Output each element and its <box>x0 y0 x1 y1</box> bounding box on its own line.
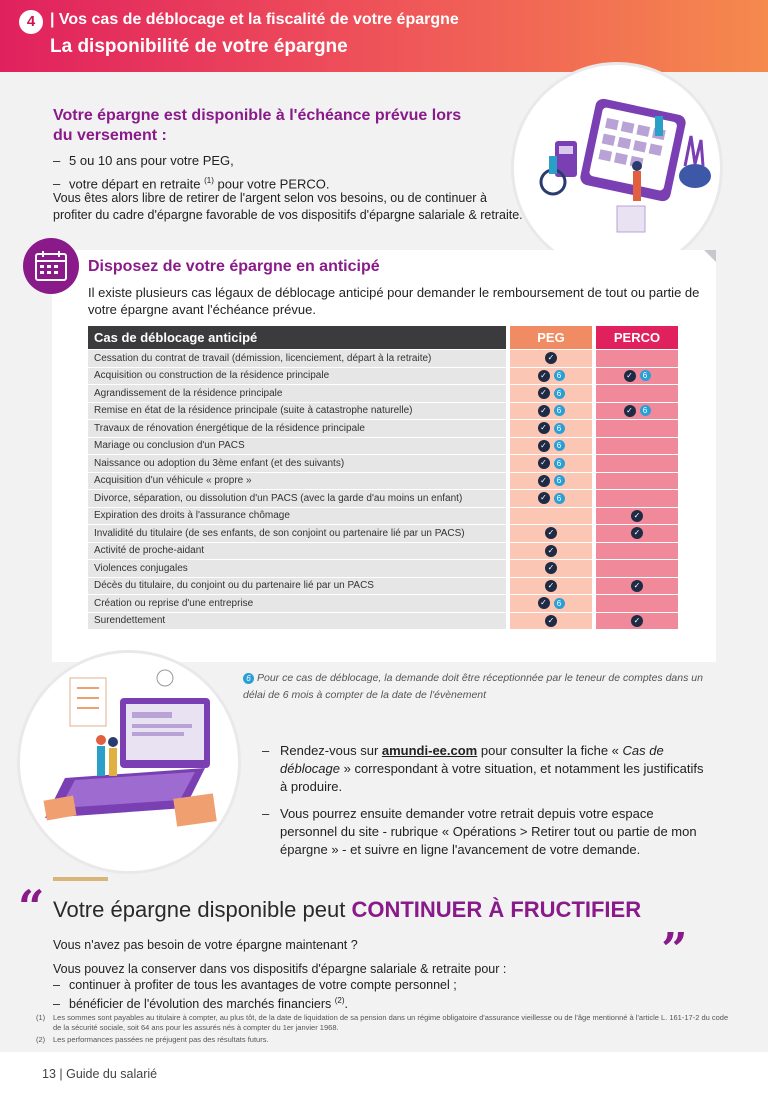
six-months-icon: 6 <box>640 405 651 416</box>
table-row <box>88 438 678 455</box>
case-label: Surendettement <box>88 613 506 630</box>
six-months-icon: 6 <box>554 405 565 416</box>
intro-list <box>53 151 513 194</box>
six-months-icon: 6 <box>554 493 565 504</box>
check-icon: ✓ <box>538 492 550 504</box>
step-consult-tail: » correspondant à votre situation, et notamment les justificatifs à produire. <box>280 761 704 794</box>
perco-cell <box>596 420 678 437</box>
table-row <box>88 490 678 507</box>
check-icon: ✓ <box>545 545 557 557</box>
check-icon: ✓ <box>631 580 643 592</box>
quote-heading <box>53 897 641 923</box>
perco-cell <box>596 578 678 595</box>
peg-cell <box>510 595 592 612</box>
check-icon: ✓ <box>545 527 557 539</box>
peg-cell <box>510 385 592 402</box>
perco-cell <box>596 490 678 507</box>
open-quote-mark: “ <box>18 880 45 934</box>
peg-cell <box>510 508 592 525</box>
case-label: Activité de proche-aidant <box>88 543 506 560</box>
computer-illustration <box>35 668 225 848</box>
case-label: Cessation du contrat de travail (démission, licenciement, départ à la retraite) <box>88 350 506 367</box>
check-icon: ✓ <box>538 457 550 469</box>
check-icon: ✓ <box>538 370 550 382</box>
peg-cell <box>510 543 592 560</box>
case-label: Expiration des droits à l'assurance chômage <box>88 508 506 525</box>
table-row <box>88 350 678 367</box>
perco-cell <box>596 368 678 385</box>
quote-list <box>53 977 457 1012</box>
six-months-icon: 6 <box>243 673 254 684</box>
calendar-illustration <box>535 96 715 246</box>
case-label: Remise en état de la résidence principale (suite à catastrophe naturelle) <box>88 403 506 420</box>
step-withdraw <box>262 805 707 859</box>
check-icon: ✓ <box>631 527 643 539</box>
quote-item-markets-text: bénéficier de l'évolution des marchés financiers <box>69 997 335 1012</box>
peg-cell <box>510 403 592 420</box>
release-cases-table <box>88 325 678 630</box>
table-row <box>88 368 678 385</box>
check-icon: ✓ <box>545 352 557 364</box>
case-label: Création ou reprise d'une entreprise <box>88 595 506 612</box>
case-label: Mariage ou conclusion d'un PACS <box>88 438 506 455</box>
six-months-icon: 6 <box>554 458 565 469</box>
card-paragraph: Il existe plusieurs cas légaux de déblocage anticipé pour demander le remboursement de tout ou partie de votre épargne avant l'échéance prévue. <box>88 285 700 317</box>
page-header <box>0 0 768 72</box>
peg-cell <box>510 420 592 437</box>
case-label: Naissance ou adoption du 3ème enfant (et des suivants) <box>88 455 506 472</box>
six-months-icon: 6 <box>554 388 565 399</box>
case-label: Travaux de rénovation énergétique de la résidence principale <box>88 420 506 437</box>
check-icon: ✓ <box>545 580 557 592</box>
case-label: Violences conjugales <box>88 560 506 577</box>
six-months-icon: 6 <box>554 475 565 486</box>
check-icon: ✓ <box>545 562 557 574</box>
perco-cell <box>596 403 678 420</box>
peg-cell <box>510 350 592 367</box>
case-label: Acquisition ou construction de la résidence principale <box>88 368 506 385</box>
section-title: | Vos cas de déblocage et la fiscalité de votre épargne <box>50 11 459 28</box>
footnote-1-text: Les sommes sont payables au titulaire à compter, au plus tôt, de la date de liquidation de sa pension dans un régime obligatoire d'assurance vieillesse ou de l'âge mentionné à l'article L. 161-17-2 du code de la sécurité sociale, soit 64 ans pour les assurés nés à compter du 1er janvier 1968. <box>53 1013 729 1032</box>
peg-cell <box>510 613 592 630</box>
check-icon: ✓ <box>538 597 550 609</box>
perco-cell <box>596 455 678 472</box>
quote-item-markets <box>53 993 457 1012</box>
next-steps-list <box>262 742 707 868</box>
peg-cell <box>510 560 592 577</box>
check-icon: ✓ <box>538 440 550 452</box>
check-icon: ✓ <box>624 370 636 382</box>
quote-heading-highlight: CONTINUER À FRUCTIFIER <box>351 897 642 922</box>
peg-cell <box>510 455 592 472</box>
amundi-link[interactable]: amundi-ee.com <box>381 743 478 758</box>
footnote-1 <box>36 1013 736 1033</box>
peg-cell <box>510 490 592 507</box>
perco-cell <box>596 438 678 455</box>
check-icon: ✓ <box>631 615 643 627</box>
quote-question: Vous n'avez pas besoin de votre épargne maintenant ? <box>53 938 358 952</box>
step-consult <box>262 742 707 796</box>
note-text: Pour ce cas de déblocage, la demande doit être réceptionnée par le teneur de comptes dans un délai de 6 mois à compter de la date de l'évènement <box>243 672 703 701</box>
check-icon: ✓ <box>631 510 643 522</box>
six-month-note <box>243 670 713 704</box>
step-consult-mid: pour consulter la fiche « <box>477 743 623 758</box>
step-withdraw-text: Vous pourrez ensuite demander votre retrait depuis votre espace personnel du site - rubrique « Opérations > Retirer tout ou partie de mon épargne » - et suivre en ligne l'avancement de votre demande. <box>280 806 697 857</box>
card-fold-corner <box>704 250 716 262</box>
table-row <box>88 613 678 630</box>
case-label: Invalidité du titulaire (de ses enfants, de son conjoint ou partenaire lié par un PACS) <box>88 525 506 542</box>
peg-cell <box>510 368 592 385</box>
intro-heading: Votre épargne est disponible à l'échéance prévue lors du versement : <box>53 107 462 144</box>
check-icon: ✓ <box>538 387 550 399</box>
intro-item-perco-text: votre départ en retraite <box>69 176 205 192</box>
table-row <box>88 578 678 595</box>
intro-item-perco-tail: pour votre PERCO. <box>213 176 330 192</box>
intro-item-peg <box>53 151 513 171</box>
table-row <box>88 508 678 525</box>
footnote-2-text: Les performances passées ne préjugent pas des résultats futurs. <box>53 1035 269 1044</box>
close-quote-mark: „ <box>662 896 689 950</box>
six-months-icon: 6 <box>640 370 651 381</box>
six-months-icon: 6 <box>554 598 565 609</box>
quote-accent-bar <box>53 877 108 881</box>
calendar-icon <box>23 238 79 294</box>
table-row <box>88 455 678 472</box>
footnote-ref-1: (1) <box>204 176 214 185</box>
case-label: Divorce, séparation, ou dissolution d'un PACS (avec la garde d'au moins un enfant) <box>88 490 506 507</box>
table-row <box>88 543 678 560</box>
perco-cell <box>596 525 678 542</box>
peg-cell <box>510 578 592 595</box>
table-row <box>88 420 678 437</box>
page-title: La disponibilité de votre épargne <box>50 36 348 57</box>
footnote-2 <box>36 1035 736 1045</box>
perco-cell <box>596 595 678 612</box>
six-months-icon: 6 <box>554 423 565 434</box>
check-icon: ✓ <box>624 405 636 417</box>
section-number-badge: 4 <box>19 10 43 34</box>
check-icon: ✓ <box>538 405 550 417</box>
perco-cell <box>596 613 678 630</box>
col-header-peg: PEG <box>510 326 592 349</box>
card-heading: Disposez de votre épargne en anticipé <box>88 258 380 275</box>
perco-cell <box>596 385 678 402</box>
perco-cell <box>596 350 678 367</box>
intro-item-peg-text: 5 ou 10 ans pour votre PEG, <box>69 153 234 168</box>
table-row <box>88 595 678 612</box>
check-icon: ✓ <box>538 475 550 487</box>
perco-cell <box>596 473 678 490</box>
col-header-case: Cas de déblocage anticipé <box>88 326 506 349</box>
footnote-2-number: (2) <box>36 1035 46 1044</box>
table-row <box>88 560 678 577</box>
perco-cell <box>596 560 678 577</box>
step-consult-doc-name: Cas de déblocage <box>280 743 664 776</box>
footnote-1-number: (1) <box>36 1013 46 1022</box>
six-months-icon: 6 <box>554 370 565 381</box>
check-icon: ✓ <box>545 615 557 627</box>
footnote-ref-2: (2) <box>334 996 345 1005</box>
table-body <box>88 350 678 629</box>
table-row <box>88 473 678 490</box>
table-row <box>88 525 678 542</box>
quote-heading-text: Votre épargne disponible peut <box>53 897 352 922</box>
perco-cell <box>596 543 678 560</box>
quote-item-advantages-text: continuer à profiter de tous les avantages de votre compte personnel ; <box>69 978 457 992</box>
table-row <box>88 403 678 420</box>
quote-intro: Vous pouvez la conserver dans vos dispositifs d'épargne salariale & retraite pour : <box>53 962 507 976</box>
case-label: Agrandissement de la résidence principale <box>88 385 506 402</box>
quote-item-advantages <box>53 977 457 993</box>
peg-cell <box>510 473 592 490</box>
intro-paragraph: Vous êtes alors libre de retirer de l'argent selon vos besoins, ou de continuer à profiter du cadre d'épargne favorable de vos dispositifs d'épargne salariale & retraite. <box>53 191 523 222</box>
six-months-icon: 6 <box>554 440 565 451</box>
table-header-row <box>88 326 678 349</box>
check-icon: ✓ <box>538 422 550 434</box>
peg-cell <box>510 525 592 542</box>
quote-item-markets-tail: . <box>344 997 348 1012</box>
peg-cell <box>510 438 592 455</box>
col-header-perco: PERCO <box>596 326 678 349</box>
perco-cell <box>596 508 678 525</box>
case-label: Acquisition d'un véhicule « propre » <box>88 473 506 490</box>
step-consult-text: Rendez-vous sur <box>280 743 382 758</box>
page-number: 13 | Guide du salarié <box>42 1067 158 1081</box>
table-row <box>88 385 678 402</box>
case-label: Décès du titulaire, du conjoint ou du partenaire lié par un PACS <box>88 578 506 595</box>
